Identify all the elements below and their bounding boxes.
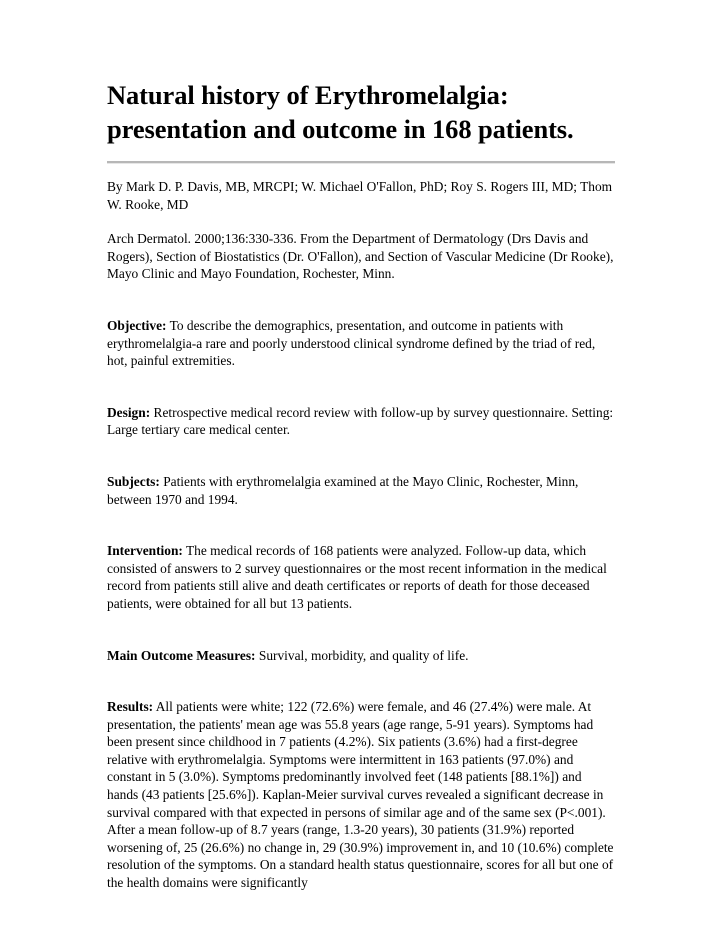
- design-section: [107, 404, 615, 439]
- outcome-measures-section: [107, 647, 615, 665]
- paper-title-line-1: Natural history of Erythromelalgia:: [107, 80, 509, 110]
- intervention-text: The medical records of 168 patients were analyzed. Follow-up data, which consisted of answers to 2 survey questionnaires or the most recent information in the medical record from patients still alive and death certificates or reports of death for those deceased patients, were obtained for all but 13 patients.: [107, 543, 607, 611]
- title-divider: [107, 161, 615, 164]
- citation-paragraph: Arch Dermatol. 2000;136:330-336. From the Department of Dermatology (Drs Davis and Rogers), Section of Biostatistics (Dr. O'Fallon), and Section of Vascular Medicine (Dr Rooke), Mayo Clinic and Mayo Foundation, Rochester, Minn.: [107, 231, 614, 282]
- intervention-label: Intervention:: [107, 543, 183, 559]
- document-page: [107, 78, 615, 892]
- paper-title-line-2: presentation and outcome in 168 patients.: [107, 114, 574, 144]
- subjects-text: Patients with erythromelalgia examined at the Mayo Clinic, Rochester, Minn, between 1970 and 1994.: [107, 473, 579, 507]
- results-section: [107, 698, 615, 892]
- subjects-label: Subjects:: [107, 473, 160, 489]
- author-line: By Mark D. P. Davis, MB, MRCPI; W. Michael O'Fallon, PhD; Roy S. Rogers III, MD; Thom W. Rooke, MD: [107, 179, 613, 212]
- outcome-measures-text: Survival, morbidity, and quality of life.: [258, 647, 469, 663]
- outcome-measures-label: Main Outcome Measures:: [107, 647, 256, 663]
- subjects-section: [107, 473, 615, 508]
- intervention-section: [107, 542, 615, 612]
- paper-title: [107, 78, 615, 146]
- objective-label: Objective:: [107, 317, 167, 333]
- results-label: Results:: [107, 699, 154, 715]
- objective-section: [107, 317, 615, 370]
- design-text: Retrospective medical record review with follow-up by survey questionnaire. Setting: Large tertiary care medical center.: [107, 404, 614, 438]
- objective-text: To describe the demographics, presentation, and outcome in patients with erythromelalgia-a rare and poorly understood clinical syndrome defined by the triad of red, hot, painful extremities.: [107, 317, 596, 369]
- design-label: Design:: [107, 404, 151, 420]
- results-text: All patients were white; 122 (72.6%) were female, and 46 (27.4%) were male. At presentation, the patients' mean age was 55.8 years (age range, 5-91 years). Symptoms had been present since childhood in 7 patients (4.2%). Six patients (3.6%) had a first-degree relative with erythromelalgia. Symptoms were intermittent in 163 patients (97.0%) and constant in 5 (3.0%). Symptoms predominantly involved feet (148 patients [88.1%]) and hands (43 patients [25.6%]). Kaplan-Meier survival curves revealed a significant decrease in survival compared with that expected in persons of similar age and of the same sex (P<.001). After a mean follow-up of 8.7 years (range, 1.3-20 years), 30 patients (31.9%) reported worsening of, 25 (26.6%) no change in, 29 (30.9%) improvement in, and 10 (10.6%) complete resolution of the symptoms. On a standard health status questionnaire, scores for all but one of the health domains were significantly: [107, 699, 614, 891]
